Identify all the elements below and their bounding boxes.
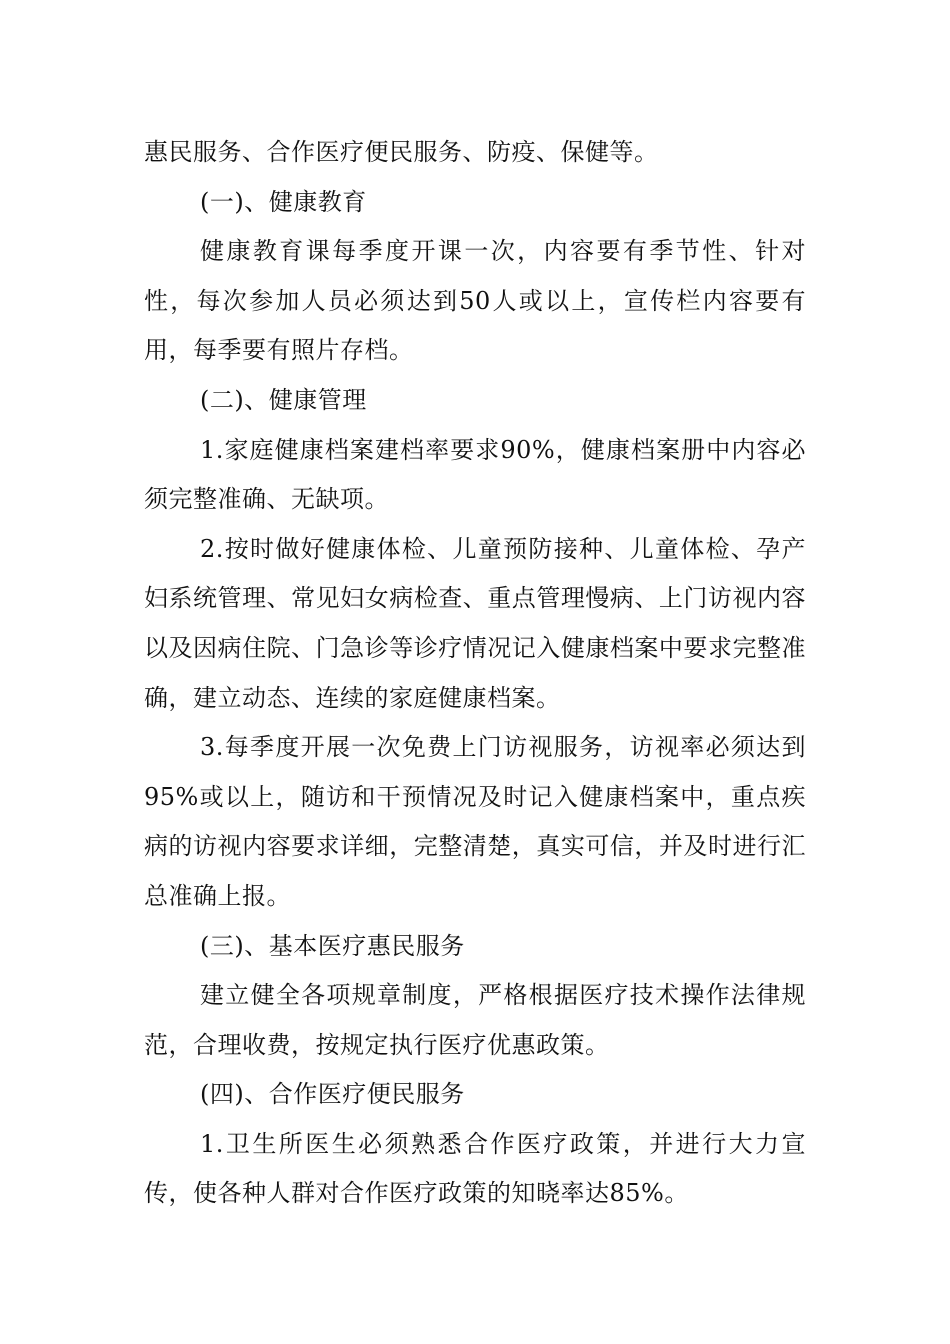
section-heading-health-management: (二)、健康管理 bbox=[200, 385, 367, 414]
list-item-2-checkups: 2.按时做好健康体检、儿童预防接种、儿童体检、孕产妇系统管理、常见妇女病检查、重点管理慢病、上门访视内容以及因病住院、门急诊等诊疗情况记入健康档案中要求完整准确，建立动态、连续的家庭健康档案。 bbox=[144, 534, 806, 712]
section-heading-basic-medical-service: (三)、基本医疗惠民服务 bbox=[200, 931, 465, 960]
list-item-3-home-visits: 3.每季度开展一次免费上门访视服务，访视率必须达到95%或以上，随访和干预情况及时记入健康档案中，重点疾病的访视内容要求详细，完整清楚，真实可信，并及时进行汇总准确上报。 bbox=[144, 733, 806, 910]
list-item-1-health-records: 1.家庭健康档案建档率要求90%，健康档案册中内容必须完整准确、无缺项。 bbox=[144, 435, 806, 514]
paragraph-health-education: 健康教育课每季度开课一次，内容要有季节性、针对性，每次参加人员必须达到50人或以上，宣传栏内容要有用，每季要有照片存档。 bbox=[144, 237, 806, 365]
section-heading-cooperative-medical-service: (四)、合作医疗便民服务 bbox=[200, 1080, 465, 1109]
document-body bbox=[144, 128, 806, 1219]
list-item-1-cooperative-policy: 1.卫生所医生必须熟悉合作医疗政策，并进行大力宣传，使各种人群对合作医疗政策的知晓率达85%。 bbox=[144, 1129, 806, 1208]
paragraph-basic-medical-service: 建立健全各项规章制度，严格根据医疗技术操作法律规范，合理收费，按规定执行医疗优惠政策。 bbox=[144, 981, 806, 1059]
section-heading-health-education: (一)、健康教育 bbox=[200, 187, 367, 216]
paragraph-continuation: 惠民服务、合作医疗便民服务、防疫、保健等。 bbox=[144, 138, 659, 166]
